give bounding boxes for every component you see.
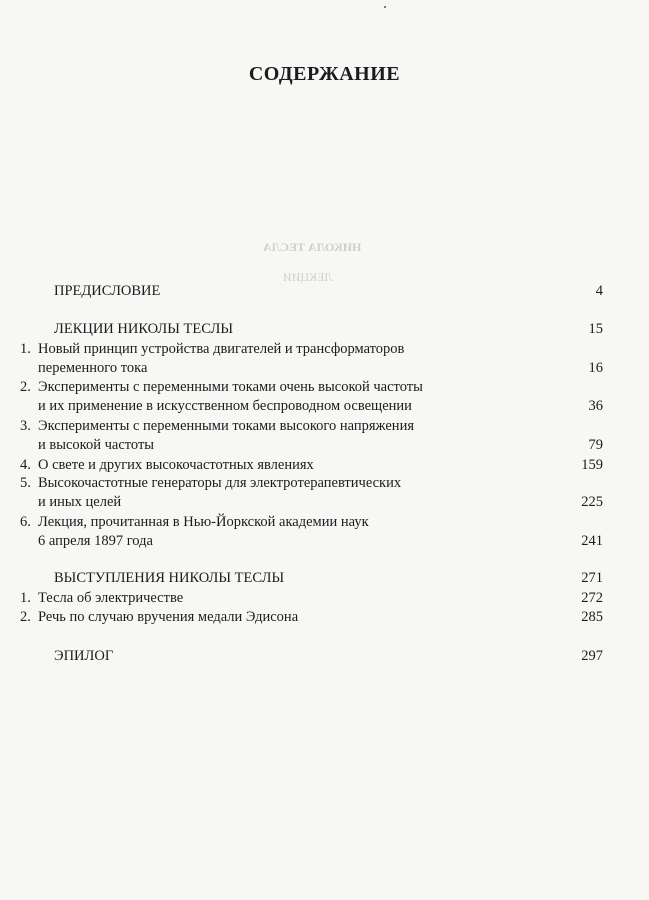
toc-lecture-6-num: 6. [20, 514, 31, 530]
toc-lecture-3-line1[interactable]: Эксперименты с переменными токами высокого напряжения [38, 418, 414, 434]
toc-lectures-label[interactable]: ЛЕКЦИИ НИКОЛЫ ТЕСЛЫ [54, 321, 234, 337]
toc-lecture-3-page: 79 [588, 437, 603, 453]
bleed-through-line-1: НИКОЛА ТЕСЛА [263, 240, 362, 254]
toc-lecture-2-num: 2. [20, 379, 31, 395]
toc-speeches-page: 271 [581, 570, 603, 586]
toc-speech-1-num: 1. [20, 590, 31, 606]
toc-lecture-5-line2[interactable]: и иных целей [38, 494, 122, 510]
toc-lecture-6-page: 241 [581, 533, 603, 549]
toc-preface-page: 4 [595, 283, 603, 299]
toc-speech-2-page: 285 [581, 609, 603, 625]
toc-lecture-6-line2[interactable]: 6 апреля 1897 года [38, 533, 153, 549]
bleed-through-line-2: ЛЕКЦИИ [283, 270, 333, 284]
toc-speech-1-line1[interactable]: Тесла об электричестве [38, 590, 184, 606]
toc-epilogue-label[interactable]: ЭПИЛОГ [54, 648, 114, 664]
toc-lecture-1-page: 16 [588, 360, 603, 376]
toc-lecture-1-num: 1. [20, 341, 31, 357]
toc-lecture-2-line2[interactable]: и их применение в искусственном беспроводном освещении [38, 398, 412, 414]
toc-lecture-5-num: 5. [20, 475, 31, 491]
toc-lecture-4-num: 4. [20, 457, 31, 473]
toc-lecture-5-page: 225 [581, 494, 603, 510]
toc-lecture-2-page: 36 [588, 398, 603, 414]
toc-lecture-5-line1[interactable]: Высокочастотные генераторы для электротерапевтических [38, 475, 402, 491]
toc-lecture-4-line1[interactable]: О свете и других высокочастотных явлениях [38, 457, 314, 473]
toc-epilogue-page: 297 [581, 648, 603, 664]
toc-speech-2-num: 2. [20, 609, 31, 625]
toc-lecture-3-line2[interactable]: и высокой частоты [38, 437, 155, 453]
speck [384, 6, 386, 8]
toc-speech-2-line1[interactable]: Речь по случаю вручения медали Эдисона [38, 609, 299, 625]
toc-lecture-1-line1[interactable]: Новый принцип устройства двигателей и трансформаторов [38, 341, 405, 357]
toc-lectures-page: 15 [588, 321, 603, 337]
toc-speech-1-page: 272 [581, 590, 603, 606]
page-title: СОДЕРЖАНИЕ [248, 63, 401, 85]
toc-lecture-4-page: 159 [581, 457, 603, 473]
toc-preface-label[interactable]: ПРЕДИСЛОВИЕ [54, 283, 161, 299]
toc-speeches-label[interactable]: ВЫСТУПЛЕНИЯ НИКОЛЫ ТЕСЛЫ [54, 570, 285, 586]
toc-lecture-6-line1[interactable]: Лекция, прочитанная в Нью-Йоркской академии наук [38, 514, 369, 530]
toc-lecture-2-line1[interactable]: Эксперименты с переменными токами очень высокой частоты [38, 379, 423, 395]
toc-lecture-3-num: 3. [20, 418, 31, 434]
toc-lecture-1-line2[interactable]: переменного тока [38, 360, 148, 376]
